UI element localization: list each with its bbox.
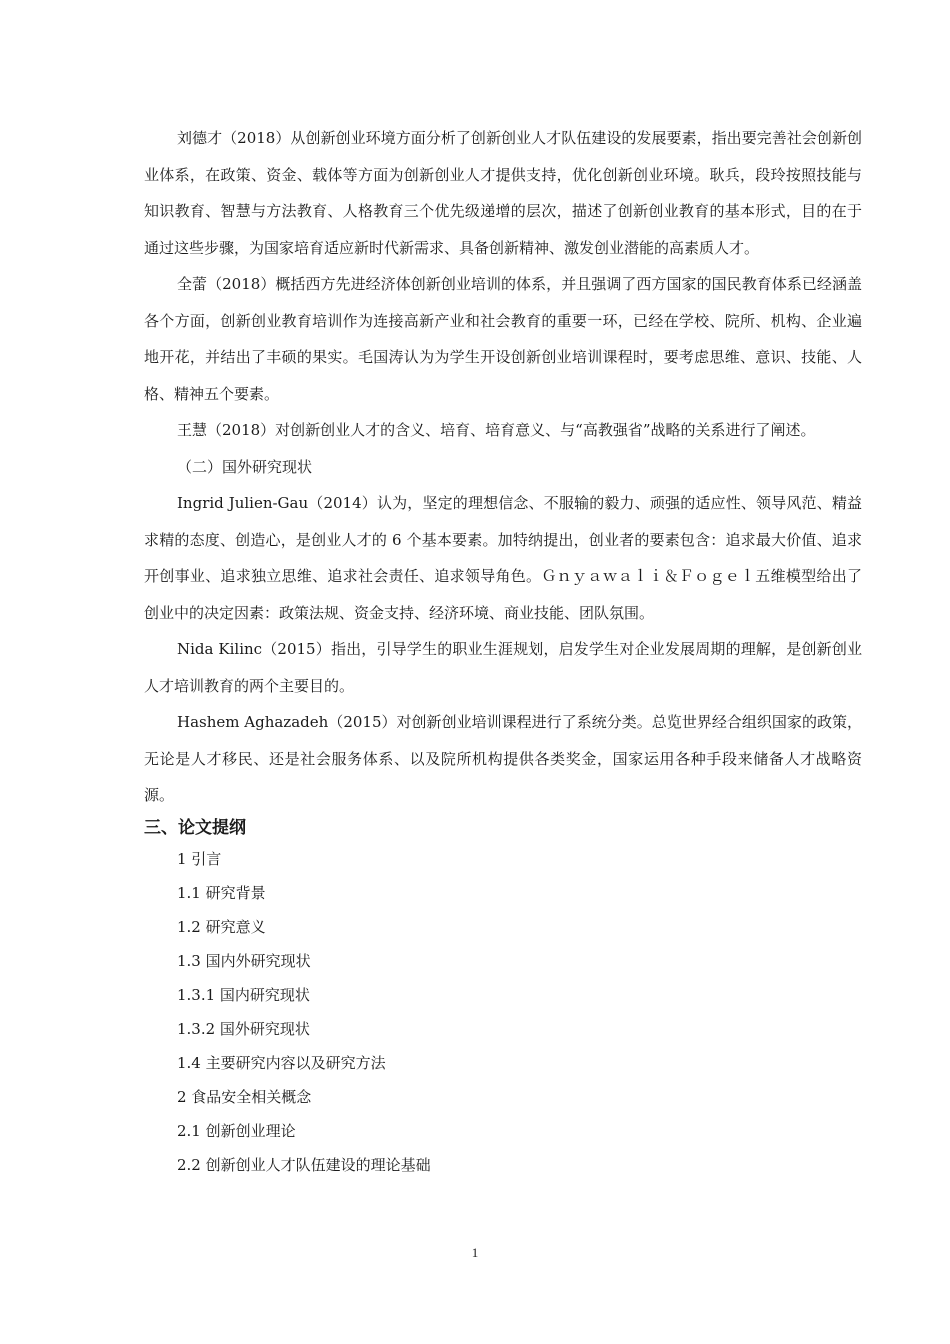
outline-item: 1.4 主要研究内容以及研究方法 (177, 1053, 386, 1072)
outline-item: 2.1 创新创业理论 (177, 1121, 296, 1140)
paragraph-nida-kilinc: Nida Kilinc（2015）指出，引导学生的职业生涯规划，启发学生对企业发展周期的理解，是创新创业人才培训教育的两个主要目的。 (144, 640, 862, 695)
paragraph-ingrid: Ingrid Julien-Gau（2014）认为，坚定的理想信念、不服输的毅力、顽强的适应性、领导风范、精益求精的态度、创造心，是创业人才的 6 个基本要素。加特纳提出，创业者的要素包含：追求最大价值、追求开创事业、追求独立思维、追求社会责任、追求领导角色。Ｇｎｙａｗａｌｉ＆Ｆｏｇｅｌ五维模型给出了创业中的决定因素：政策法规、资金支持、经济环境、商业技能、团队氛围。 (144, 494, 862, 622)
paragraph-liu-decai: 刘德才（2018）从创新创业环境方面分析了创新创业人才队伍建设的发展要素，指出要完善社会创新创业体系，在政策、资金、载体等方面为创新创业人才提供支持，优化创新创业环境。耿兵，段玲按照技能与知识教育、智慧与方法教育、人格教育三个优先级递增的层次，描述了创新创业教育的基本形式，目的在于通过这些步骤，为国家培育适应新时代新需求、具备创新精神、激发创业潜能的高素质人才。 (144, 129, 862, 257)
page-body (144, 120, 862, 1182)
outline-item: 2.2 创新创业人才队伍建设的理论基础 (177, 1155, 431, 1174)
outline-item: 1.3.2 国外研究现状 (177, 1019, 310, 1038)
page-number: 1 (471, 1245, 479, 1260)
outline-item: 1.1 研究背景 (177, 883, 266, 902)
paragraph-hashem: Hashem Aghazadeh（2015）对创新创业培训课程进行了系统分类。总览世界经合组织国家的政策，无论是人才移民、还是社会服务体系、以及院所机构提供各类奖金，国家运用各种手段来储备人才战略资源。 (144, 713, 862, 804)
paragraph-quan-lei: 全蕾（2018）概括西方先进经济体创新创业培训的体系，并且强调了西方国家的国民教育体系已经涵盖各个方面，创新创业教育培训作为连接高新产业和社会教育的重要一环，已经在学校、院所、机构、企业遍地开花，并结出了丰硕的果实。毛国涛认为为学生开设创新创业培训课程时，要考虑思维、意识、技能、人格、精神五个要素。 (144, 275, 862, 403)
subheading-foreign-research: （二）国外研究现状 (177, 457, 313, 476)
section-heading-outline: 三、论文提纲 (144, 817, 246, 838)
thesis-outline (144, 842, 862, 1182)
outline-item: 1.2 研究意义 (177, 917, 266, 936)
paragraph-wang-hui: 王慧（2018）对创新创业人才的含义、培育、培育意义、与“高教强省”战略的关系进行了阐述。 (177, 421, 816, 439)
outline-item: 2 食品安全相关概念 (177, 1087, 312, 1106)
outline-item: 1.3 国内外研究现状 (177, 951, 311, 970)
outline-item: 1 引言 (177, 849, 222, 868)
outline-item: 1.3.1 国内研究现状 (177, 985, 310, 1004)
